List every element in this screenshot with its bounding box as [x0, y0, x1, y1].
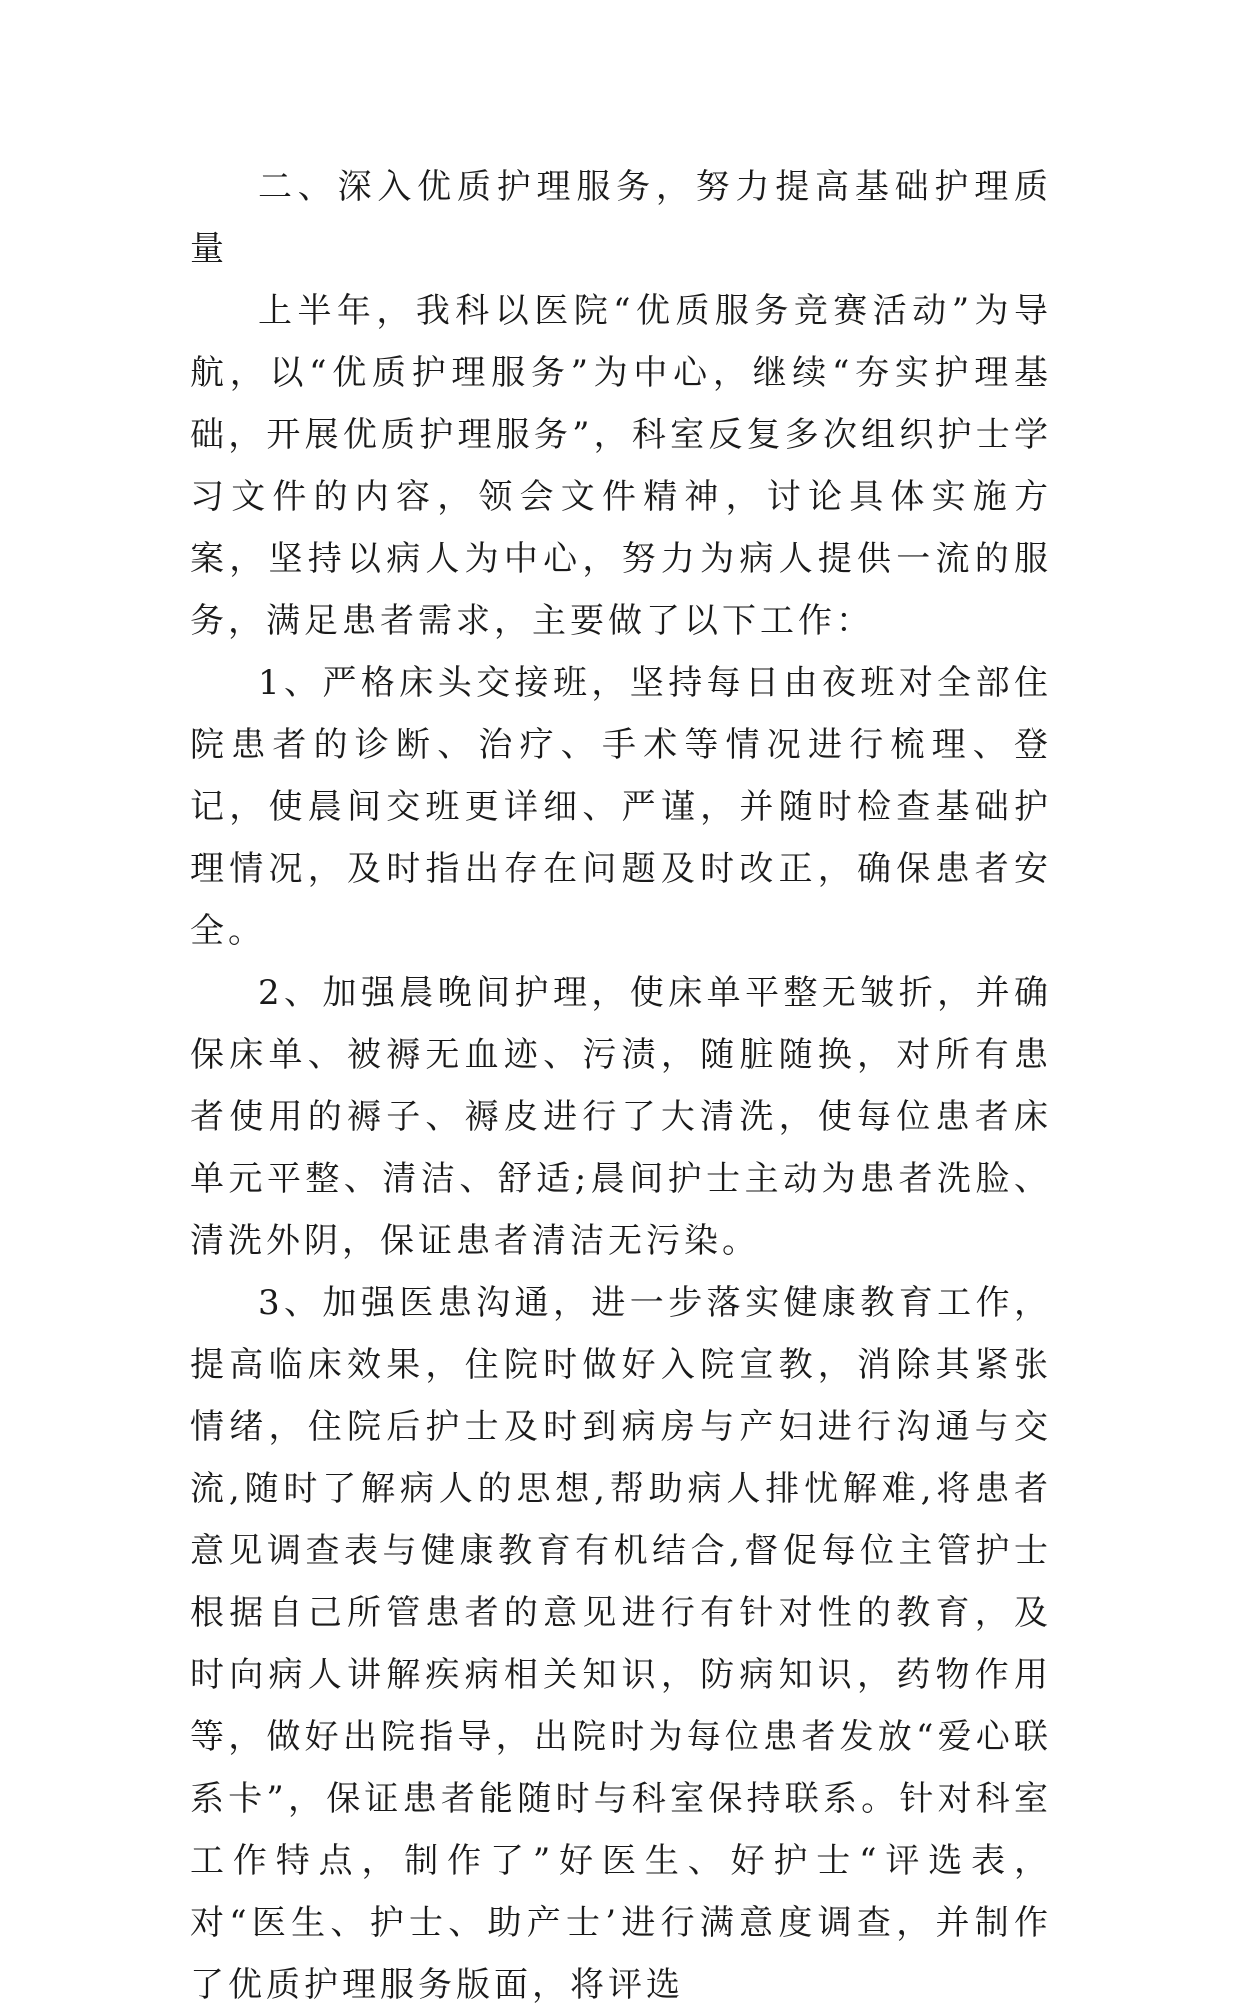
paragraph-item-2: 2、加强晨晚间护理，使床单平整无皱折，并确保床单、被褥无血迹、污渍，随脏随换，对所有患者使用的褥子、褥皮进行了大清洗，使每位患者床单元平整、清洁、舒适;晨间护士主动为患者洗脸、清洗外阴，保证患者清洁无污染。 — [190, 973, 1052, 1261]
section-heading: 二、深入优质护理服务，努力提高基础护理质量 — [190, 167, 1052, 269]
document-body — [190, 156, 1052, 2016]
paragraph-item-1: 1、严格床头交接班，坚持每日由夜班对全部住院患者的诊断、治疗、手术等情况进行梳理、登记，使晨间交班更详细、严谨，并随时检查基础护理情况，及时指出存在问题及时改正，确保患者安全。 — [190, 663, 1052, 951]
paragraph-item-3: 3、加强医患沟通，进一步落实健康教育工作，提高临床效果，住院时做好入院宣教，消除其紧张情绪，住院后护士及时到病房与产妇进行沟通与交流,随时了解病人的思想,帮助病人排忧解难,将患者意见调查表与健康教育有机结合,督促每位主管护士根据自己所管患者的意见进行有针对性的教育，及时向病人讲解疾病相关知识，防病知识，药物作用等，做好出院指导，出院时为每位患者发放“爱心联系卡”，保证患者能随时与科室保持联系。针对科室工作特点，制作了”好医生、好护士“评选表，对“医生、护士、助产士’进行满意度调查，并制作了优质护理服务版面，将评选 — [190, 1283, 1052, 2005]
paragraph-intro: 上半年，我科以医院“优质服务竞赛活动”为导航，以“优质护理服务”为中心，继续“夯实护理基础，开展优质护理服务”，科室反复多次组织护士学习文件的内容，领会文件精神，讨论具体实施方案，坚持以病人为中心，努力为病人提供一流的服务，满足患者需求，主要做了以下工作： — [190, 291, 1052, 641]
